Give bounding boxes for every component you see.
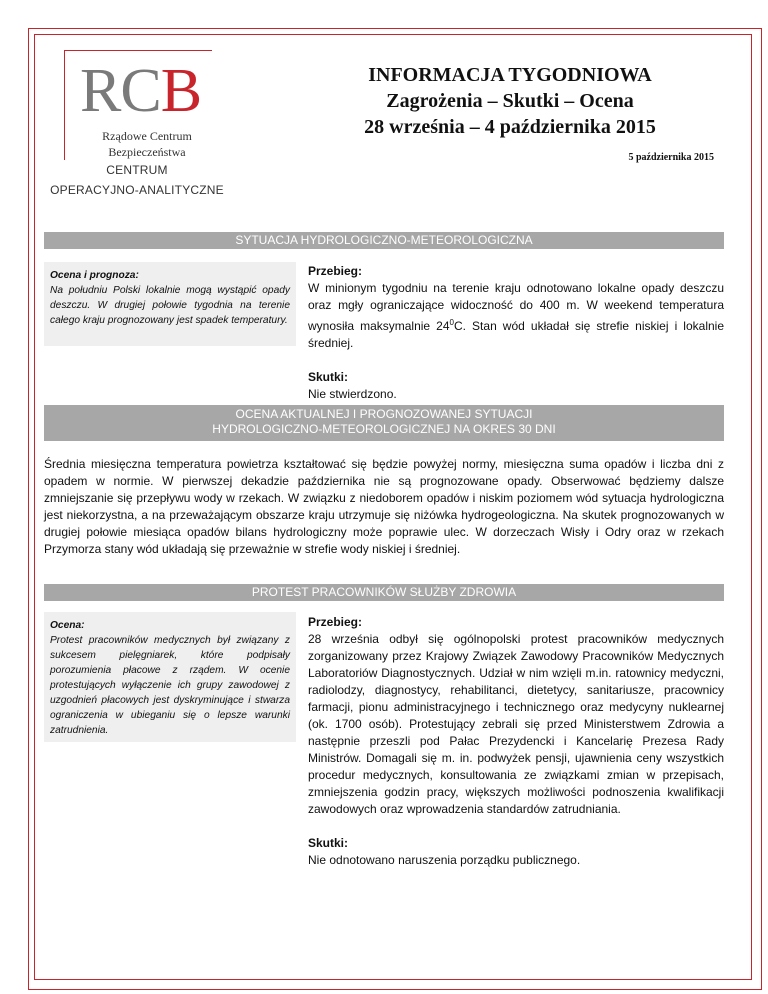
section1-assessment-box bbox=[44, 262, 296, 346]
section1-effects-text: Nie stwierdzono. bbox=[308, 387, 397, 401]
section3-effects-text: Nie odnotowano naruszenia porządku publicznego. bbox=[308, 853, 581, 867]
title-period: 28 września – 4 października 2015 bbox=[364, 116, 656, 138]
section3-title: PROTEST PRACOWNIKÓW SŁUŻBY ZDROWIA bbox=[251, 585, 517, 599]
logo-horizontal-rule bbox=[64, 50, 212, 51]
logo-letters bbox=[80, 56, 201, 126]
logo-letters-gray: RC bbox=[80, 57, 161, 125]
logo-subtitle-line1: Rządowe Centrum bbox=[102, 129, 192, 143]
section1-assessment-text: Na południu Polski lokalnie mogą wystąpić opady deszczu. W drugiej połowie tygodnia na terenie całego kraju prognozowany jest spadek temperatury. bbox=[50, 285, 290, 326]
section1-title: SYTUACJA HYDROLOGICZNO-METEOROLOGICZNA bbox=[235, 233, 533, 247]
section1-course-label: Przebieg: bbox=[308, 264, 363, 278]
section3-course-text: 28 września odbył się ogólnopolski protest pracowników medycznych zorganizowany przez Krajowy Związek Zawodowy Pracowników Medycznych Laboratoriów Diagnostycznych. Udział w nim wzięli m.in. ratownicy medyczni, radiolodzy, diagnostycy, rehabilitanci, dietetycy, sanitariusze, pracownicy farmacji, pionu administracyjnego i technicznego oraz medycyny nuklearnej (ok. 1700 osób). Protestujący zebrali się przed Ministerstwem Zdrowia a następnie przeszli pod Pałac Prezydencki i Kancelarię Prezesa Rady Ministrów. Domagali się m. in. podwyżek pensji, ujawnienia ceny wszystkich procedur medycznych, konsultowania ze związkami zmian w przepisach, zmniejszenia godzin pracy, większych możliwości podnoszenia kwalifikacji zawodowych oraz wprowadzenia standardów zatrudniania. bbox=[308, 632, 724, 816]
section1-body bbox=[308, 263, 724, 403]
section1-course-text-b: C. Stan wód układał się strefie niskiej i lokalnie średniej. bbox=[308, 319, 724, 350]
logo-vertical-rule bbox=[64, 50, 65, 160]
section3-effects-label: Skutki: bbox=[308, 836, 349, 850]
section1-header-bar bbox=[44, 232, 724, 249]
section2-title-line1: OCENA AKTUALNEJ I PROGNOZOWANEJ SYTUACJI bbox=[235, 407, 533, 421]
section1-course-text bbox=[308, 280, 724, 352]
document-title bbox=[300, 62, 720, 140]
department-line2: OPERACYJNO-ANALITYCZNE bbox=[50, 183, 224, 197]
title-main: INFORMACJA TYGODNIOWA bbox=[368, 64, 652, 86]
section2-title-line2: HYDROLOGICZNO-METEOROLOGICZNEJ NA OKRES 30 DNI bbox=[212, 422, 556, 436]
section3-assessment-text: Protest pracowników medycznych był związany z sukcesem pielęgniarek, które podpisały porozumienia płacowe z rządem. W ocenie protestujących wyłączenie ich grupy zawodowej z uzgodnień płacowych jest dyskryminujące i stwarza ograniczenia w ubieganiu się o lepsze warunki zatrudnienia. bbox=[50, 635, 290, 736]
section3-course-label: Przebieg: bbox=[308, 615, 363, 629]
issue-date: 5 października 2015 bbox=[628, 152, 714, 163]
title-subtitle: Zagrożenia – Skutki – Ocena bbox=[386, 90, 634, 112]
rcb-logo bbox=[60, 48, 214, 166]
section2-header-bar bbox=[44, 405, 724, 441]
section3-assessment-label: Ocena: bbox=[50, 620, 85, 631]
section1-course-text-a: W minionym tygodniu na terenie kraju odnotowano lokalne opady deszczu oraz mgły ograniczające widoczność do 400 m. W weekend temperatura wynosiła maksymalnie 24 bbox=[308, 281, 724, 333]
department-label bbox=[44, 160, 230, 200]
logo-subtitle bbox=[80, 128, 214, 160]
section3-header-bar bbox=[44, 584, 724, 601]
section1-effects-label: Skutki: bbox=[308, 370, 349, 384]
logo-subtitle-line2: Bezpieczeństwa bbox=[108, 145, 186, 159]
section3-assessment-box bbox=[44, 612, 296, 742]
section3-body bbox=[308, 614, 724, 869]
section2-text: Średnia miesięczna temperatura powietrza kształtować się będzie powyżej normy, miesięczna suma opadów i liczba dni z opadem w normie. W pierwszej dekadzie października nie są prognozowane opady. Obserwować będziemy dalsze zmniejszanie się przepływu wody w rzekach. W związku z niedoborem opadów i niskim poziomem wód sytuacja hydrologiczna jest niekorzystna, a na przeważającym obszarze kraju utrzymuje się niżówka hydrogeologiczna. Na skutek prognozowanych w drugiej połowie miesiąca opadów bilans hydrologiczny może poprawie ulec. W dorzeczach Wisły i Odry oraz w rzekach Przymorza stany wód układają się przeważnie w strefie wody niskiej i średniej. bbox=[44, 457, 724, 556]
logo-letter-red: B bbox=[160, 57, 202, 125]
department-line1: CENTRUM bbox=[106, 163, 168, 177]
degree-superscript: 0 bbox=[449, 318, 454, 327]
section1-assessment-label: Ocena i prognoza: bbox=[50, 270, 139, 281]
